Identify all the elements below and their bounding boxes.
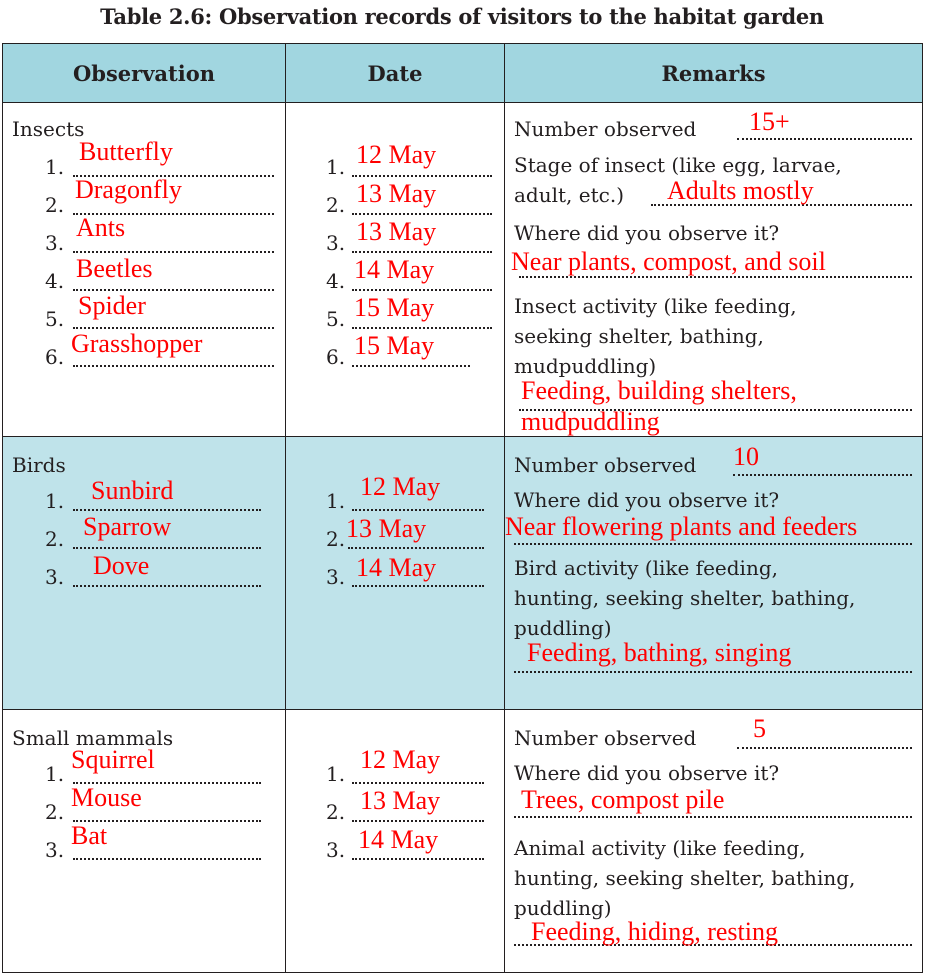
where-label: Where did you observe it? — [514, 761, 780, 785]
insects-observation-cell: Insects 1. Butterfly 2. Dragonfly 3. Ants 4. Beetles 5. Spider 6. Grasshopper — [3, 103, 286, 437]
activity-label-line3: mudpuddling) — [514, 354, 657, 378]
activity-value-line2[interactable]: mudpuddling — [521, 407, 660, 436]
header-observation: Observation — [3, 44, 286, 103]
where-value[interactable]: Near flowering plants and feeders — [505, 512, 858, 541]
mammals-row — [3, 710, 923, 973]
activity-value-line1[interactable]: Feeding, building shelters, — [521, 376, 797, 405]
handwritten-date: 13 May — [346, 514, 427, 543]
handwritten-date: 15 May — [354, 331, 435, 360]
handwritten-name: Sunbird — [91, 476, 174, 505]
handwritten-name: Bat — [71, 821, 108, 850]
section-label: Insects — [12, 117, 85, 141]
handwritten-date: 14 May — [358, 825, 439, 854]
mammals-date-cell: 1. 12 May 2. 13 May 3. 14 May — [286, 710, 505, 973]
handwritten-date: 15 May — [354, 293, 435, 322]
birds-row — [3, 437, 923, 710]
insects-remarks-cell — [505, 103, 923, 437]
birds-remarks-cell — [505, 437, 923, 710]
observation-table — [2, 43, 923, 973]
mammals-observation-cell: Small mammals 1. Squirrel 2. Mouse 3. Bat — [3, 710, 286, 973]
activity-label-line1: Insect activity (like feeding, — [514, 294, 797, 318]
handwritten-name: Butterfly — [79, 137, 173, 166]
stage-label-line1: Stage of insect (like egg, larvae, — [514, 153, 842, 177]
section-label: Birds — [12, 453, 66, 477]
handwritten-name: Sparrow — [83, 512, 172, 541]
birds-observation-cell: Birds 1. Sunbird 2. Sparrow 3. Dove — [3, 437, 286, 710]
birds-date-cell: 1. 12 May 2. 13 May 3. 14 May — [286, 437, 505, 710]
header-row — [3, 44, 923, 103]
number-observed-label: Number observed — [514, 453, 697, 477]
handwritten-name: Mouse — [71, 783, 142, 812]
stage-value[interactable]: Adults mostly — [667, 176, 814, 205]
number-observed-label: Number observed — [514, 726, 697, 750]
activity-label-line1: Bird activity (like feeding, — [514, 556, 778, 580]
mammals-remarks-cell — [505, 710, 923, 973]
number-observed-value[interactable]: 10 — [733, 442, 759, 471]
table-title: Table 2.6: Observation records of visitors to the habitat garden — [100, 4, 824, 29]
handwritten-name: Grasshopper — [71, 329, 203, 358]
stage-label-line2: adult, etc.) — [514, 183, 624, 207]
insects-row — [3, 103, 923, 437]
where-label: Where did you observe it? — [514, 221, 780, 245]
handwritten-date: 14 May — [356, 553, 437, 582]
where-value[interactable]: Trees, compost pile — [521, 785, 725, 814]
activity-label-line2: seeking shelter, bathing, — [514, 324, 764, 348]
number-observed-label: Number observed — [514, 117, 697, 141]
number-observed-value[interactable]: 5 — [753, 714, 766, 743]
activity-label-line2: hunting, seeking shelter, bathing, — [514, 866, 856, 890]
where-value[interactable]: Near plants, compost, and soil — [511, 247, 826, 276]
handwritten-date: 12 May — [360, 745, 441, 774]
handwritten-date: 14 May — [354, 255, 435, 284]
handwritten-name: Beetles — [76, 254, 153, 283]
handwritten-name: Spider — [78, 291, 146, 320]
handwritten-date: 12 May — [356, 140, 437, 169]
handwritten-name: Dragonfly — [75, 175, 182, 204]
handwritten-date: 12 May — [360, 472, 441, 501]
handwritten-name: Squirrel — [71, 745, 155, 774]
header-remarks: Remarks — [505, 44, 923, 103]
activity-label-line3: puddling) — [514, 896, 612, 920]
handwritten-date: 13 May — [356, 217, 437, 246]
insects-date-cell: 1. 12 May 2. 13 May 3. 13 May 4. 14 May 5. 15 May 6. 15 May — [286, 103, 505, 437]
handwritten-name: Ants — [76, 213, 126, 242]
where-label: Where did you observe it? — [514, 488, 780, 512]
handwritten-date: 13 May — [356, 179, 437, 208]
activity-value[interactable]: Feeding, hiding, resting — [531, 917, 778, 946]
section-label: Small mammals — [12, 726, 174, 750]
header-date: Date — [286, 44, 505, 103]
handwritten-date: 13 May — [360, 786, 441, 815]
activity-label-line2: hunting, seeking shelter, bathing, — [514, 586, 856, 610]
activity-value[interactable]: Feeding, bathing, singing — [527, 638, 792, 667]
activity-label-line1: Animal activity (like feeding, — [514, 836, 806, 860]
handwritten-name: Dove — [93, 551, 150, 580]
activity-label-line3: puddling) — [514, 616, 612, 640]
number-observed-value[interactable]: 15+ — [749, 107, 790, 136]
